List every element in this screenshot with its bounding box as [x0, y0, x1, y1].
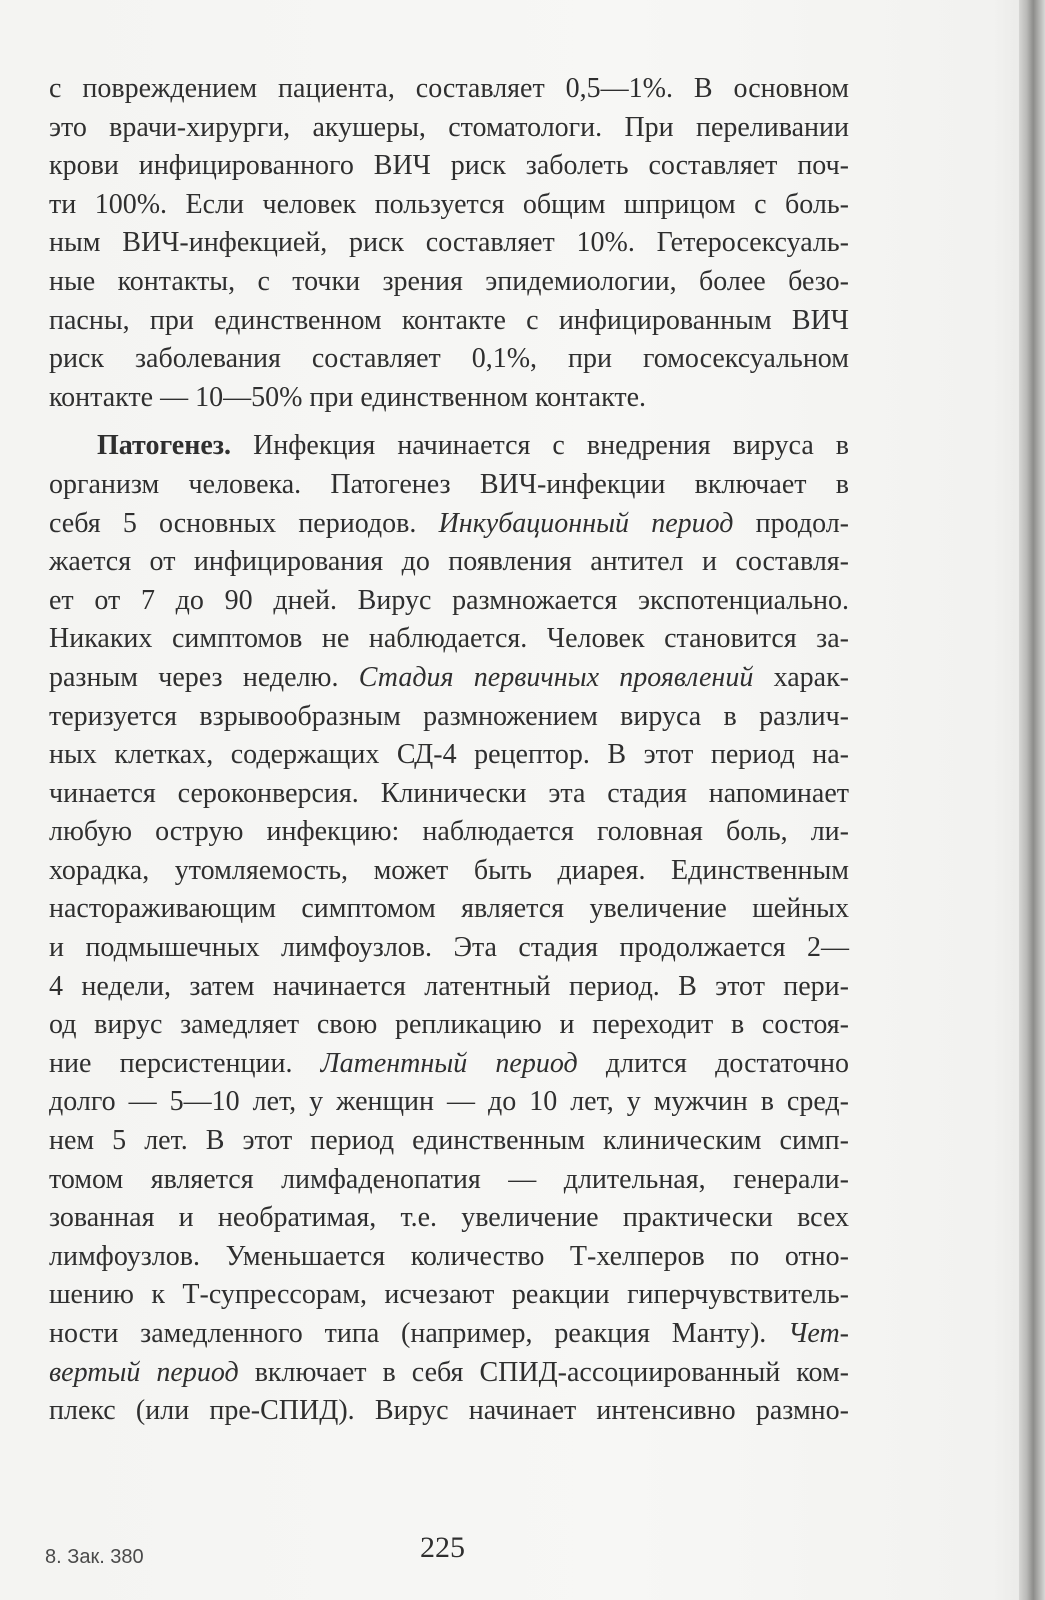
- text-run: харак-: [753, 661, 850, 693]
- text-line: чинается сероконверсия. Клинически эта стадия напоминает: [49, 777, 849, 809]
- text-run: ности замедленного типа (например, реакция Манту).: [49, 1318, 789, 1349]
- italic-term: Инкубационный период: [438, 507, 734, 539]
- text-line: организм человека. Патогенез ВИЧ-инфекции включает в: [49, 468, 849, 500]
- text-line: ет от 7 до 90 дней. Вирус размножается экспотенциально.: [49, 584, 849, 616]
- text-line: и подмышечных лимфоузлов. Эта стадия продолжается 2—: [49, 932, 849, 964]
- text-run: включает в себя СПИД-ассоциированный ком-: [238, 1356, 849, 1388]
- text-line: од вирус замедляет свою репликацию и переходит в состоя-: [49, 1009, 849, 1041]
- text-line: пасны, при единственном контакте с инфицированным ВИЧ: [49, 304, 849, 336]
- text-line: настораживающим симптомом является увеличение шейных: [49, 893, 849, 925]
- italic-term: Чет-: [788, 1318, 849, 1349]
- text-line: крови инфицированного ВИЧ риск заболеть составляет поч-: [49, 150, 849, 182]
- text-run: разным через неделю.: [49, 661, 359, 693]
- text-line: [49, 659, 849, 698]
- text-line: [49, 427, 849, 466]
- text-run: ние персистенции.: [49, 1047, 321, 1079]
- text-run: Инфекция начинается с внедрения вируса в: [231, 430, 849, 462]
- text-line: контакте — 10—50% при единственном контакте.: [49, 381, 647, 413]
- italic-term: вертый период: [49, 1356, 239, 1388]
- text-line: шению к Т-супрессорам, исчезают реакции гиперчувствитель-: [49, 1279, 849, 1311]
- text-run: себя 5 основных периодов.: [49, 507, 439, 539]
- paragraph-gap: [49, 417, 849, 427]
- text-line: любую острую инфекцию: наблюдается головная боль, ли-: [49, 816, 849, 848]
- text-line: теризуется взрывообразным размножением вируса в различ-: [49, 700, 849, 732]
- text-line: жается от инфицирования до появления антител и составля-: [49, 546, 849, 578]
- text-line: зованная и необратимая, т.е. увеличение практически всех: [49, 1202, 849, 1234]
- text-line: ных клетках, содержащих СД-4 рецептор. В этот период на-: [49, 739, 849, 771]
- text-line: 4 недели, затем начинается латентный период. В этот пери-: [49, 970, 849, 1002]
- text-line: долго — 5—10 лет, у женщин — до 10 лет, у мужчин в сред-: [49, 1086, 849, 1118]
- text-line: [49, 1354, 849, 1393]
- italic-term: Стадия первичных проявлений: [358, 661, 754, 693]
- text-line: нем 5 лет. В этот период единственным клиническим симп-: [49, 1125, 849, 1157]
- text-run: длится достаточно: [577, 1047, 849, 1079]
- text-line: [49, 505, 849, 544]
- text-run: продол-: [733, 507, 850, 539]
- text-line: плекс (или пре-СПИД). Вирус начинает интенсивно размно-: [49, 1395, 849, 1427]
- text-line: ным ВИЧ-инфекцией, риск составляет 10%. Гетеросексуаль-: [49, 227, 849, 259]
- body-text: [49, 70, 849, 1431]
- text-line: томом является лимфаденопатия — длительная, генерали-: [49, 1163, 849, 1195]
- text-line: [49, 1315, 849, 1354]
- text-line: риск заболевания составляет 0,1%, при гомосексуальном: [49, 343, 849, 375]
- text-line: с повреждением пациента, составляет 0,5—1%. В основном: [49, 73, 849, 104]
- text-line: ные контакты, с точки зрения эпидемиологии, более безо-: [49, 265, 849, 297]
- text-line: лимфоузлов. Уменьшается количество Т-хелперов по отно-: [49, 1240, 849, 1272]
- text-line: ти 100%. Если человек пользуется общим шприцом с боль-: [49, 188, 849, 220]
- page-number: 225: [420, 1531, 465, 1564]
- text-line: хорадка, утомляемость, может быть диарея. Единственным: [49, 854, 849, 886]
- book-spine-shadow: [1019, 0, 1045, 1600]
- text-line: Никаких симптомов не наблюдается. Человек становится за-: [49, 623, 849, 655]
- print-signature: 8. Зак. 380: [45, 1546, 144, 1568]
- text-line: [49, 1045, 849, 1084]
- italic-term: Латентный период: [320, 1047, 578, 1079]
- pathogenesis-heading: Патогенез.: [97, 430, 232, 462]
- text-line: это врачи-хирурги, акушеры, стоматологи. При переливании: [49, 111, 849, 143]
